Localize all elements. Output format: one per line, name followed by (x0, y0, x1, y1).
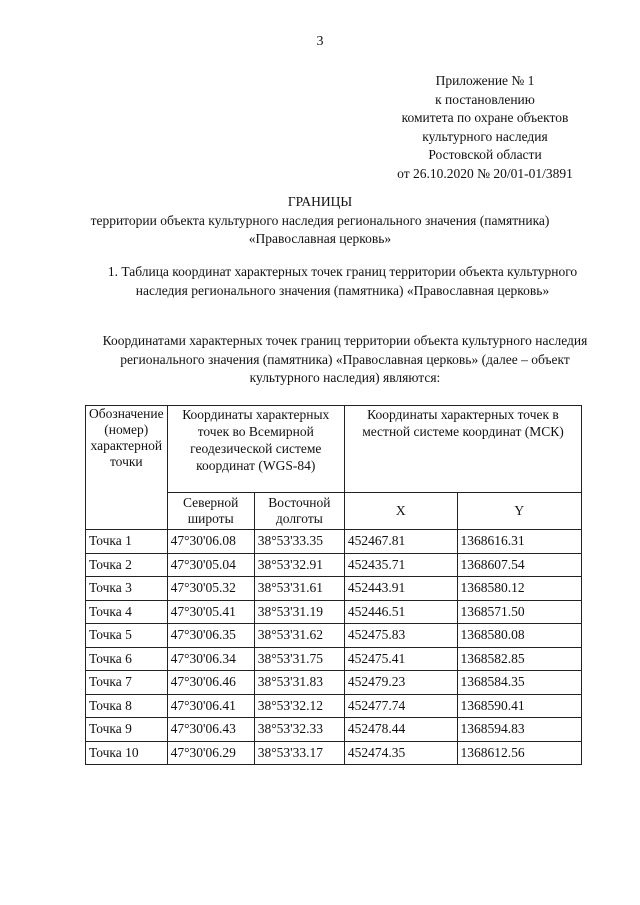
appendix-line-2: к постановлению (435, 91, 535, 107)
y-cell: 1368582.85 (457, 647, 581, 671)
point-id-cell: Точка 8 (86, 694, 168, 718)
longitude-cell: 38°53'31.61 (254, 577, 344, 601)
point-id-cell: Точка 2 (86, 553, 168, 577)
table-row (86, 647, 582, 671)
point-id-cell: Точка 10 (86, 741, 168, 765)
latitude-cell: 47°30'06.43 (167, 718, 254, 742)
longitude-cell: 38°53'31.62 (254, 624, 344, 648)
point-id-cell: Точка 1 (86, 530, 168, 554)
x-cell: 452475.83 (344, 624, 457, 648)
latitude-cell: 47°30'06.08 (167, 530, 254, 554)
latitude-cell: 47°30'05.04 (167, 553, 254, 577)
longitude-cell: 38°53'31.75 (254, 647, 344, 671)
section-heading: 1. Таблица координат характерных точек границ территории объекта культурного наследия регионального значения (памятника) «Православная церковь» (107, 264, 578, 298)
x-cell: 452474.35 (344, 741, 457, 765)
appendix-line-5: Ростовской области (428, 147, 542, 162)
header-msk (344, 406, 581, 493)
intro-text: Координатами характерных точек границ территории объекта культурного наследия регионального значения (памятника) «Православная церковь» (далее – объект культурного наследия) являются: (102, 333, 588, 385)
title-heading: ГРАНИЦЫ (287, 194, 353, 209)
appendix-line-3: комитета по охране объектов (401, 110, 569, 125)
point-id-cell: Точка 9 (86, 718, 168, 742)
header-point-id-label: Обозначение (номер) характерной точки (89, 406, 164, 469)
header-wgs84 (167, 406, 344, 493)
point-id-cell: Точка 3 (86, 577, 168, 601)
x-cell: 452478.44 (344, 718, 457, 742)
table-row (86, 600, 582, 624)
header-y: Y (457, 493, 581, 530)
header-point-id (86, 406, 168, 530)
title-line-2: «Православная церковь» (248, 231, 392, 246)
longitude-cell: 38°53'31.19 (254, 600, 344, 624)
table-row (86, 671, 582, 695)
latitude-cell: 47°30'06.46 (167, 671, 254, 695)
latitude-cell: 47°30'05.41 (167, 600, 254, 624)
x-cell: 452475.41 (344, 647, 457, 671)
point-id-cell: Точка 5 (86, 624, 168, 648)
y-cell: 1368571.50 (457, 600, 581, 624)
header-latitude: Северной широты (167, 493, 254, 530)
x-cell: 452479.23 (344, 671, 457, 695)
latitude-cell: 47°30'05.32 (167, 577, 254, 601)
latitude-cell: 47°30'06.35 (167, 624, 254, 648)
point-id-cell: Точка 4 (86, 600, 168, 624)
title-line-1: территории объекта культурного наследия регионального значения (памятника) (90, 212, 550, 228)
y-cell: 1368590.41 (457, 694, 581, 718)
longitude-cell: 38°53'31.83 (254, 671, 344, 695)
table-row (86, 553, 582, 577)
x-cell: 452467.81 (344, 530, 457, 554)
point-id-cell: Точка 6 (86, 647, 168, 671)
longitude-cell: 38°53'32.12 (254, 694, 344, 718)
longitude-cell: 38°53'32.33 (254, 718, 344, 742)
y-cell: 1368584.35 (457, 671, 581, 695)
header-msk-label: Координаты характерных точек в местной системе координат (МСК) (362, 407, 564, 439)
page-number: 3 (316, 34, 324, 49)
document-title (0, 193, 640, 249)
appendix-line-1: Приложение № 1 (435, 73, 535, 88)
appendix-block (370, 72, 600, 183)
header-x: X (344, 493, 457, 530)
y-cell: 1368607.54 (457, 553, 581, 577)
longitude-cell: 38°53'33.17 (254, 741, 344, 765)
longitude-cell: 38°53'33.35 (254, 530, 344, 554)
latitude-cell: 47°30'06.34 (167, 647, 254, 671)
x-cell: 452446.51 (344, 600, 457, 624)
y-cell: 1368580.12 (457, 577, 581, 601)
x-cell: 452477.74 (344, 694, 457, 718)
y-cell: 1368612.56 (457, 741, 581, 765)
table-row (86, 741, 582, 765)
table-row (86, 694, 582, 718)
coordinates-table (85, 405, 582, 765)
x-cell: 452435.71 (344, 553, 457, 577)
y-cell: 1368594.83 (457, 718, 581, 742)
table-row (86, 577, 582, 601)
latitude-cell: 47°30'06.29 (167, 741, 254, 765)
x-cell: 452443.91 (344, 577, 457, 601)
y-cell: 1368580.08 (457, 624, 581, 648)
header-wgs84-label: Координаты характерных точек во Всемирной геодезической системе координат (WGS-84) (182, 407, 330, 473)
latitude-cell: 47°30'06.41 (167, 694, 254, 718)
table-row (86, 530, 582, 554)
point-id-cell: Точка 7 (86, 671, 168, 695)
table-row (86, 624, 582, 648)
appendix-line-6: от 26.10.2020 № 20/01-01/3891 (397, 165, 573, 181)
longitude-cell: 38°53'32.91 (254, 553, 344, 577)
table-row (86, 718, 582, 742)
header-longitude: Восточной долготы (254, 493, 344, 530)
appendix-line-4: культурного наследия (422, 128, 548, 144)
y-cell: 1368616.31 (457, 530, 581, 554)
